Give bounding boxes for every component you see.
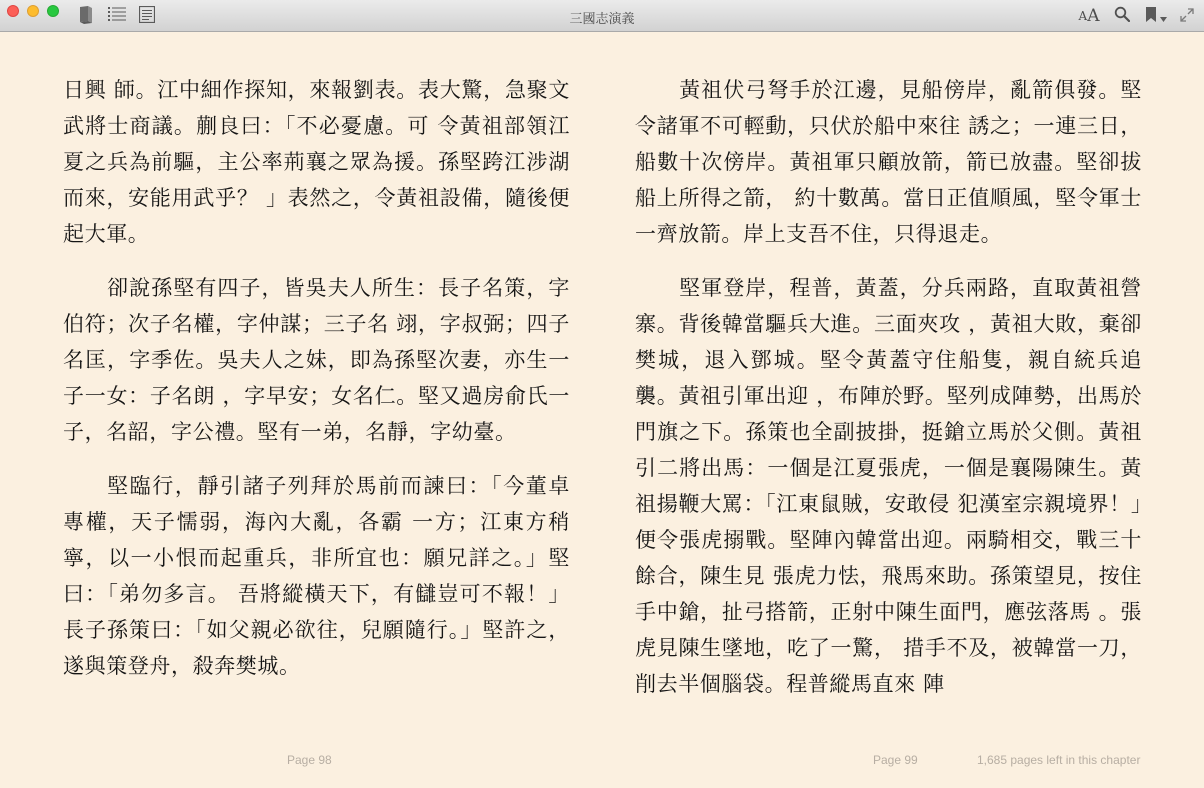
left-page-text — [63, 72, 570, 702]
right-page-number: Page 99 — [873, 753, 918, 767]
fullscreen-icon — [1180, 7, 1194, 26]
left-page-paragraph: 堅臨行，靜引諸子列拜於馬前而諫曰：「今董卓專權，天子懦弱，海內大亂，各霸 一方；江東方稍寧，以一小恨而起重兵，非所宜也：願兄詳之。」堅曰：「弟勿多言。 吾將縱橫天下，有讎豈可不報！」長子孫策曰：「如父親必欲往，兒願隨行。」堅許之，遂與策登舟，殺奔樊城。 — [63, 474, 570, 678]
window-title: 三國志演義 — [569, 12, 635, 27]
bookmark-menu-button[interactable] — [1142, 6, 1170, 26]
chevron-down-icon — [1160, 7, 1167, 26]
fullscreen-button[interactable] — [1178, 6, 1196, 26]
search-icon — [1114, 6, 1130, 26]
right-page-paragraph: 堅軍登岸，程普，黃蓋，分兵兩路，直取黃祖營寨。背後韓當驅兵大進。三面夾攻 ，黃祖大敗，棄卻樊城，退入鄧城。堅令黃蓋守住船隻，親自統兵追襲。黃祖引軍出迎 ，布陣於野。堅列成陣勢，出馬於門旗之下。孫策也全副披掛，挺鎗立馬於父側。黃祖 引二將出馬：一個是江夏張虎，一個是襄陽陳生。黃祖揚鞭大罵：「江東鼠賊，安敢侵 犯漢室宗親境界！」便令張虎搦戰。堅陣內韓當出迎。兩騎相交，戰三十餘合，陳生見 張虎力怯，飛馬來助。孫策望見，按住手中鎗，扯弓搭箭，正射中陳生面門，應弦落馬 。張虎見陳生墜地，吃了一驚， 措手不及，被韓當一刀，削去半個腦袋。程普縱馬直來 陣 — [635, 276, 1142, 696]
font-increase-label: A — [1087, 6, 1100, 26]
font-size-button[interactable] — [1075, 6, 1103, 26]
toolbar — [0, 0, 1204, 32]
font-decrease-label: A — [1078, 9, 1088, 23]
right-page-text — [635, 72, 1142, 720]
left-page-paragraph: 日興 師。江中細作探知，來報劉表。表大驚，急聚文武將士商議。蒯良曰：「不必憂慮。可 令黃祖部領江夏之兵為前驅，主公率荊襄之眾為援。孫堅跨江涉湖而來，安能用武乎？ 」表然之，令黃祖設備，隨後便起大軍。 — [63, 78, 570, 246]
search-button[interactable] — [1113, 6, 1131, 26]
pages-left-in-chapter: 1,685 pages left in this chapter — [977, 753, 1141, 767]
right-page-paragraph: 黃祖伏弓弩手於江邊，見船傍岸，亂箭俱發。堅令諸軍不可輕動，只伏於船中來往 誘之；一連三日，船數十次傍岸。黃祖軍只顧放箭，箭已放盡。堅卻拔船上所得之箭， 約十數萬。當日正值順風，堅令軍士一齊放箭。岸上支吾不住，只得退走。 — [635, 78, 1142, 246]
left-page-paragraph: 卻說孫堅有四子，皆吳夫人所生：長子名策，字伯符；次子名權，字仲謀；三子名 翊，字叔弼；四子名匡，字季佐。吳夫人之妹，即為孫堅次妻，亦生一子一女：子名朗 ，字早安；女名仁。堅又過房俞氏一子，名韶，字公禮。堅有一弟，名靜，字幼臺。 — [63, 276, 570, 444]
left-page-number: Page 98 — [287, 753, 332, 767]
bookmark-icon — [1145, 7, 1157, 26]
